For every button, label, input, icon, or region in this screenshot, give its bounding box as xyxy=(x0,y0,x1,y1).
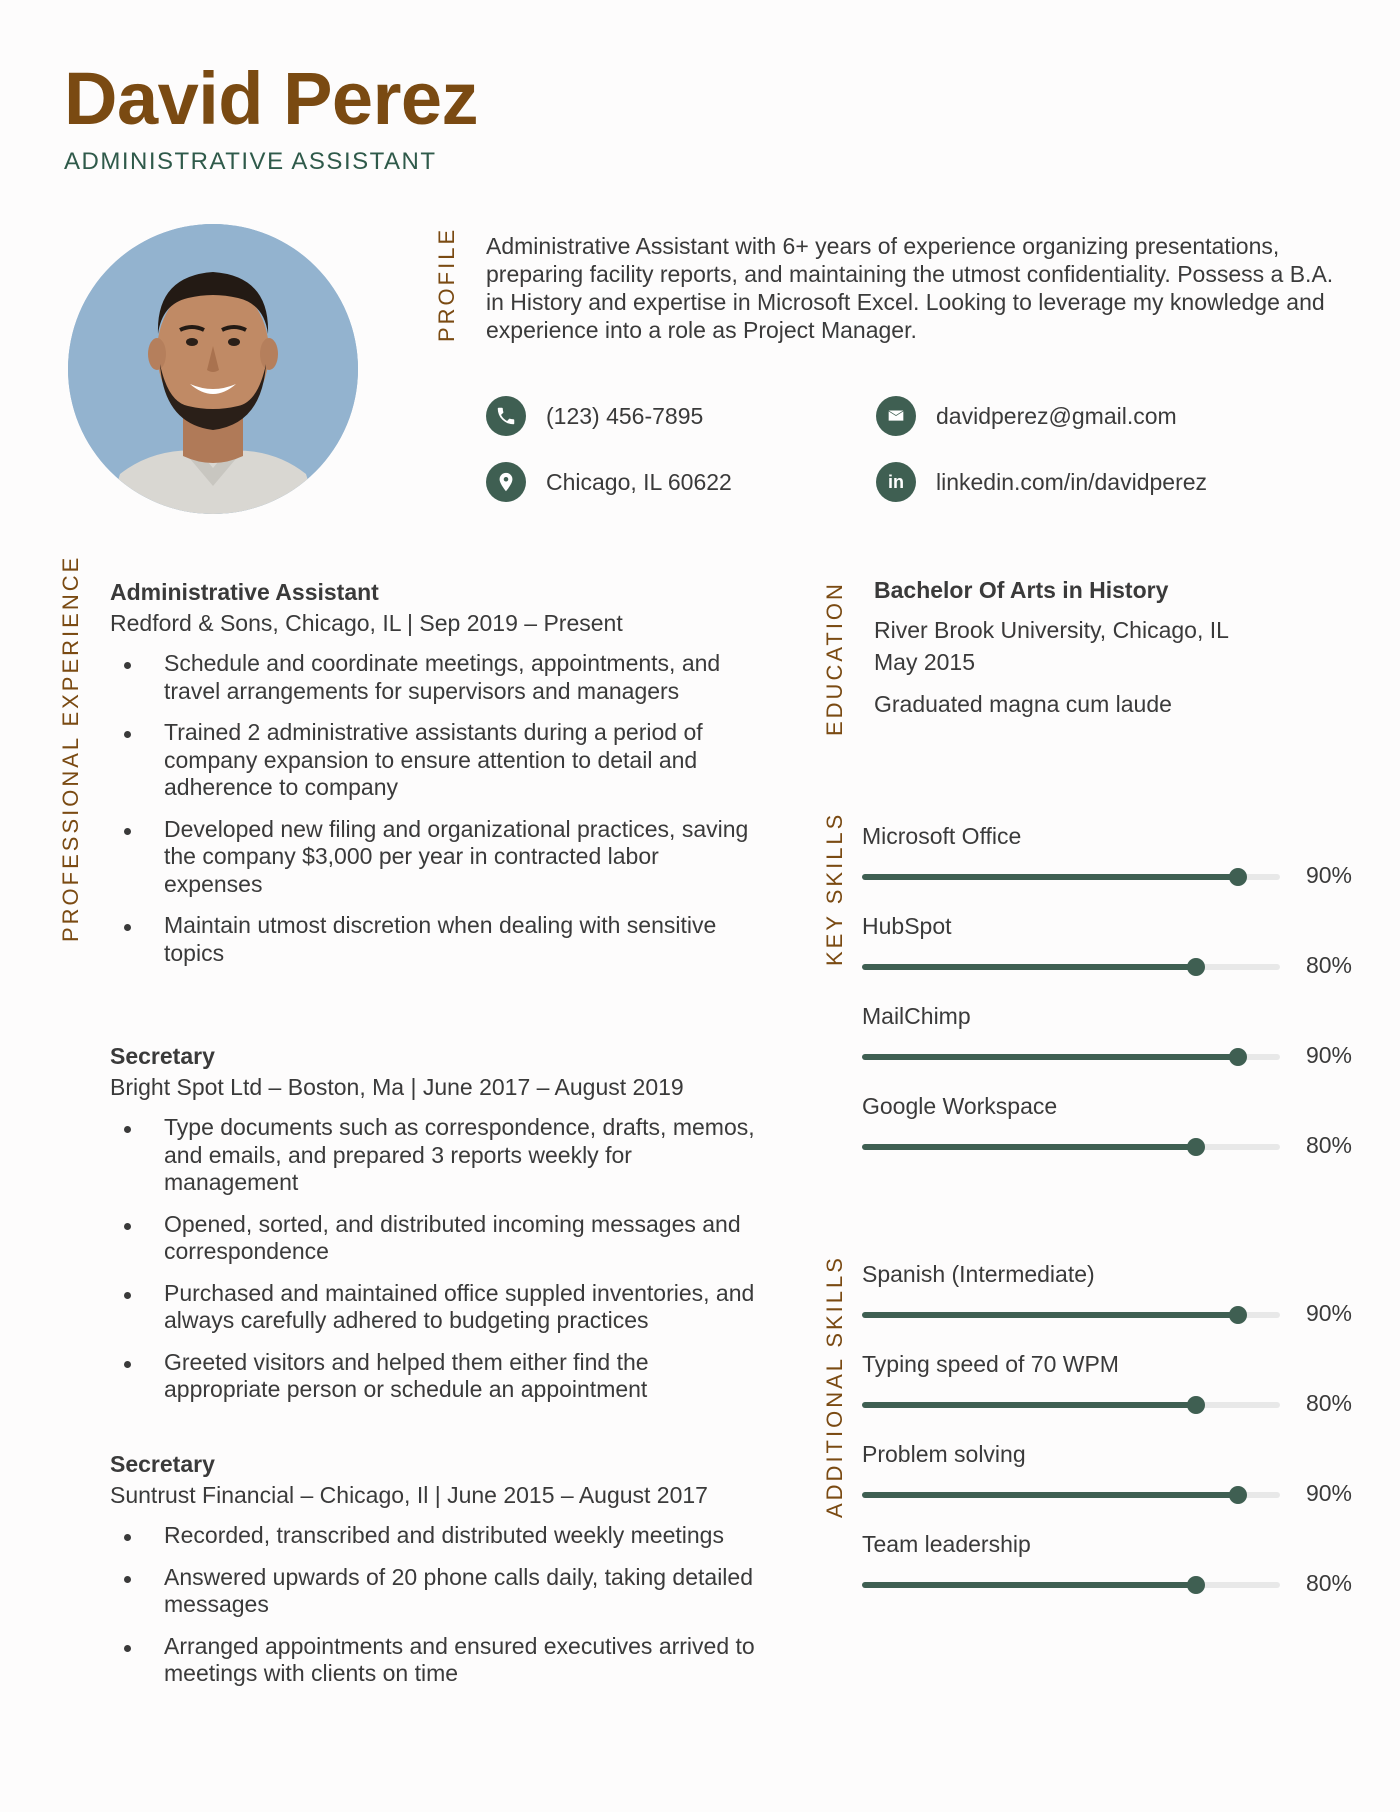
skill-bar-row xyxy=(862,1298,1352,1332)
bullet-item: Developed new filing and organizational practices, saving the company $3,000 per year in contracted labor expenses xyxy=(110,816,760,899)
candidate-name: David Perez xyxy=(64,57,479,140)
skill-bar-row xyxy=(862,860,1352,894)
phone-icon xyxy=(486,396,526,436)
graduation-honor: Graduated magna cum laude xyxy=(874,691,1172,717)
skill-name: HubSpot xyxy=(862,913,952,939)
job-bullets xyxy=(110,1114,760,1404)
skill-bar-row xyxy=(862,1568,1352,1602)
job-title: Secretary xyxy=(110,1451,215,1477)
skill-bar-track xyxy=(862,1312,1280,1318)
skill-percent: 80% xyxy=(1305,1570,1352,1596)
skill-bar-row xyxy=(862,1130,1352,1164)
skill-bar-knob xyxy=(1229,1486,1247,1504)
job-entry xyxy=(110,1450,760,1702)
skill-item xyxy=(862,1002,1352,1074)
skill-bar-track xyxy=(862,1144,1280,1150)
job-bullets xyxy=(110,1522,760,1688)
bullet-item: Purchased and maintained office suppled inventories, and always carefully adhered to budgeting practices xyxy=(110,1280,760,1335)
skill-bar-knob xyxy=(1187,1576,1205,1594)
skill-bar-fill xyxy=(862,964,1196,970)
skill-bar-fill xyxy=(862,1492,1238,1498)
skill-bar-fill xyxy=(862,1402,1196,1408)
skill-item xyxy=(862,1092,1352,1164)
linkedin-url[interactable]: linkedin.com/in/davidperez xyxy=(936,468,1208,495)
job-meta: Bright Spot Ltd – Boston, Ma | June 2017 – August 2019 xyxy=(110,1074,684,1100)
skill-bar-track xyxy=(862,874,1280,880)
bullet-item: Type documents such as correspondence, drafts, memos, and emails, and prepared 3 reports weekly for management xyxy=(110,1114,760,1197)
skill-name: Google Workspace xyxy=(862,1093,1058,1119)
job-title: Administrative Assistant xyxy=(110,579,379,605)
skill-bar-knob xyxy=(1187,1138,1205,1156)
bullet-item: Schedule and coordinate meetings, appointments, and travel arrangements for supervisors and managers xyxy=(110,650,760,705)
skill-bar-knob xyxy=(1229,1306,1247,1324)
degree-title: Bachelor Of Arts in History xyxy=(874,577,1169,603)
skill-bar-track xyxy=(862,1054,1280,1060)
contact-email xyxy=(876,396,1177,436)
skill-item xyxy=(862,912,1352,984)
bullet-item: Arranged appointments and ensured executives arrived to meetings with clients on time xyxy=(110,1633,760,1688)
skill-name: Team leadership xyxy=(862,1531,1031,1557)
skill-item xyxy=(862,1440,1352,1512)
skill-percent: 80% xyxy=(1305,1390,1352,1416)
job-entry xyxy=(110,1042,760,1418)
section-label-education: EDUCATION xyxy=(822,581,847,736)
bullet-item: Opened, sorted, and distributed incoming messages and correspondence xyxy=(110,1211,760,1266)
contact-linkedin xyxy=(876,462,1207,502)
skill-bar-fill xyxy=(862,874,1238,880)
skill-bar-row xyxy=(862,1478,1352,1512)
skill-item xyxy=(862,1350,1352,1422)
graduation-date: May 2015 xyxy=(874,649,976,675)
section-label-profile: PROFILE xyxy=(434,226,459,342)
profile-photo xyxy=(68,224,358,514)
skill-percent: 90% xyxy=(1305,1480,1352,1506)
bullet-item: Recorded, transcribed and distributed weekly meetings xyxy=(110,1522,760,1550)
job-meta: Suntrust Financial – Chicago, Il | June 2015 – August 2017 xyxy=(110,1482,708,1508)
skill-percent: 90% xyxy=(1305,862,1352,888)
job-entry xyxy=(110,578,760,981)
skill-name: Microsoft Office xyxy=(862,823,1022,849)
skill-percent: 80% xyxy=(1305,1132,1352,1158)
skill-bar-knob xyxy=(1187,958,1205,976)
profile-summary: Administrative Assistant with 6+ years of experience organizing presentations, preparing facility reports, and maintaining the utmost confidentiality. Possess a B.A. in History and expertise in Microsoft Excel. Looking to leverage my knowledge and experience into a role as Project Manager. xyxy=(486,233,1334,343)
skill-bar-fill xyxy=(862,1312,1238,1318)
bullet-item: Trained 2 administrative assistants during a period of company expansion to ensure attention to detail and adherence to company xyxy=(110,719,760,802)
skill-bar-knob xyxy=(1229,1048,1247,1066)
envelope-icon xyxy=(876,396,916,436)
section-label-experience: PROFESSIONAL EXPERIENCE xyxy=(58,554,83,942)
skill-name: Spanish (Intermediate) xyxy=(862,1261,1095,1287)
skill-bar-track xyxy=(862,1492,1280,1498)
contact-location xyxy=(486,462,732,502)
location-text: Chicago, IL 60622 xyxy=(546,468,732,495)
skill-bar-fill xyxy=(862,1582,1196,1588)
skill-item xyxy=(862,1530,1352,1602)
location-pin-icon xyxy=(486,462,526,502)
email-address[interactable]: davidperez@gmail.com xyxy=(936,402,1177,429)
skill-bar-row xyxy=(862,1040,1352,1074)
skill-bar-track xyxy=(862,1402,1280,1408)
skill-bar-knob xyxy=(1187,1396,1205,1414)
skill-item xyxy=(862,1260,1352,1332)
education-entry xyxy=(874,576,1354,720)
job-bullets xyxy=(110,650,760,967)
portrait-illustration xyxy=(68,224,358,514)
skill-bar-knob xyxy=(1229,868,1247,886)
skill-name: Problem solving xyxy=(862,1441,1026,1467)
phone-number: (123) 456-7895 xyxy=(546,402,704,429)
candidate-title: ADMINISTRATIVE ASSISTANT xyxy=(64,148,437,175)
section-label-key-skills: KEY SKILLS xyxy=(822,811,847,966)
skill-item xyxy=(862,822,1352,894)
skill-bar-track xyxy=(862,1582,1280,1588)
skill-name: MailChimp xyxy=(862,1003,971,1029)
job-meta: Redford & Sons, Chicago, IL | Sep 2019 – Present xyxy=(110,610,623,636)
skill-name: Typing speed of 70 WPM xyxy=(862,1351,1119,1377)
school-name: River Brook University, Chicago, IL xyxy=(874,617,1229,643)
skill-bar-fill xyxy=(862,1144,1196,1150)
contact-phone xyxy=(486,396,703,436)
job-title: Secretary xyxy=(110,1043,215,1069)
skill-bar-row xyxy=(862,950,1352,984)
bullet-item: Answered upwards of 20 phone calls daily, taking detailed messages xyxy=(110,1564,760,1619)
skill-bar-fill xyxy=(862,1054,1238,1060)
linkedin-icon: in xyxy=(876,462,916,502)
section-label-additional-skills: ADDITIONAL SKILLS xyxy=(822,1255,847,1518)
skill-bar-row xyxy=(862,1388,1352,1422)
bullet-item: Greeted visitors and helped them either find the appropriate person or schedule an appointment xyxy=(110,1349,760,1404)
skill-percent: 80% xyxy=(1305,952,1352,978)
skill-percent: 90% xyxy=(1305,1300,1352,1326)
bullet-item: Maintain utmost discretion when dealing with sensitive topics xyxy=(110,912,760,967)
skill-percent: 90% xyxy=(1305,1042,1352,1068)
skill-bar-track xyxy=(862,964,1280,970)
